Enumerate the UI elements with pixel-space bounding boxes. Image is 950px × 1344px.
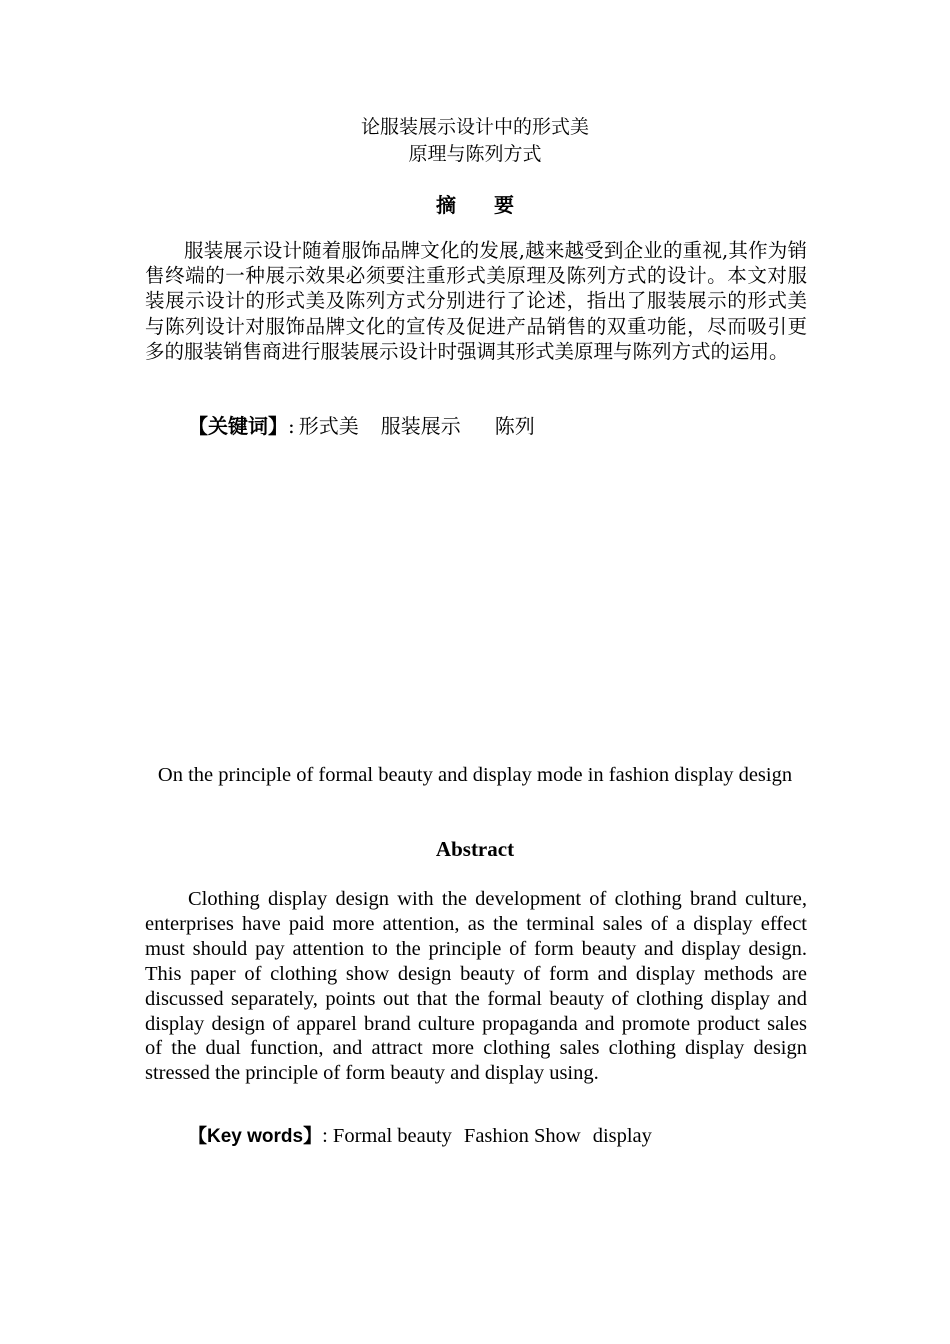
english-keywords [188,1123,652,1150]
chinese-title-line-2: 原理与陈列方式 [408,143,542,165]
english-abstract-body: Clothing display design with the development of clothing brand culture, enterprises have paid more attention, as the terminal sales of a display effect must should pay attention to the principle of form beauty and display design. This paper of clothing show design beauty of form and display methods are discussed separately, points out that the formal beauty of clothing display and display design of apparel brand culture propaganda and promote product sales of the dual function, and attract more clothing sales clothing display design stressed the principle of form beauty and display using. [145,888,807,1085]
chinese-abstract-body: 服装展示设计随着服饰品牌文化的发展,越来越受到企业的重视,其作为销售终端的一种展示效果必须要注重形式美原理及陈列方式的设计。本文对服装展示设计的形式美及陈列方式分别进行了论述，指出了服装展示的形式美与陈列设计对服饰品牌文化的宣传及促进产品销售的双重功能，尽而吸引更多的服装销售商进行服装展示设计时强调其形式美原理与陈列方式的运用。 [145,239,807,363]
chinese-keywords [188,413,535,439]
english-keyword-2: Fashion Show [463,1125,581,1147]
english-keyword-3: display [592,1125,652,1147]
chinese-keyword-1: 形式美 [298,414,359,438]
chinese-abstract-heading-char-2: 要 [494,193,514,217]
chinese-title [0,114,950,168]
chinese-keyword-2: 服装展示 [380,414,461,438]
english-keywords-colon: : [322,1125,328,1147]
chinese-keywords-colon: : [288,414,295,438]
chinese-keywords-label: 【关键词】 [188,414,288,438]
english-keyword-1: Formal beauty [332,1125,452,1147]
chinese-abstract-heading [0,189,950,218]
chinese-title-line-1: 论服装展示设计中的形式美 [360,116,589,138]
chinese-keyword-3: 陈列 [494,414,535,438]
english-abstract-heading: Abstract [435,837,515,861]
english-title: On the principle of formal beauty and display mode in fashion display design [157,764,793,786]
chinese-abstract-heading-char-1: 摘 [436,193,456,217]
english-keywords-label: 【Key words】 [188,1126,323,1147]
